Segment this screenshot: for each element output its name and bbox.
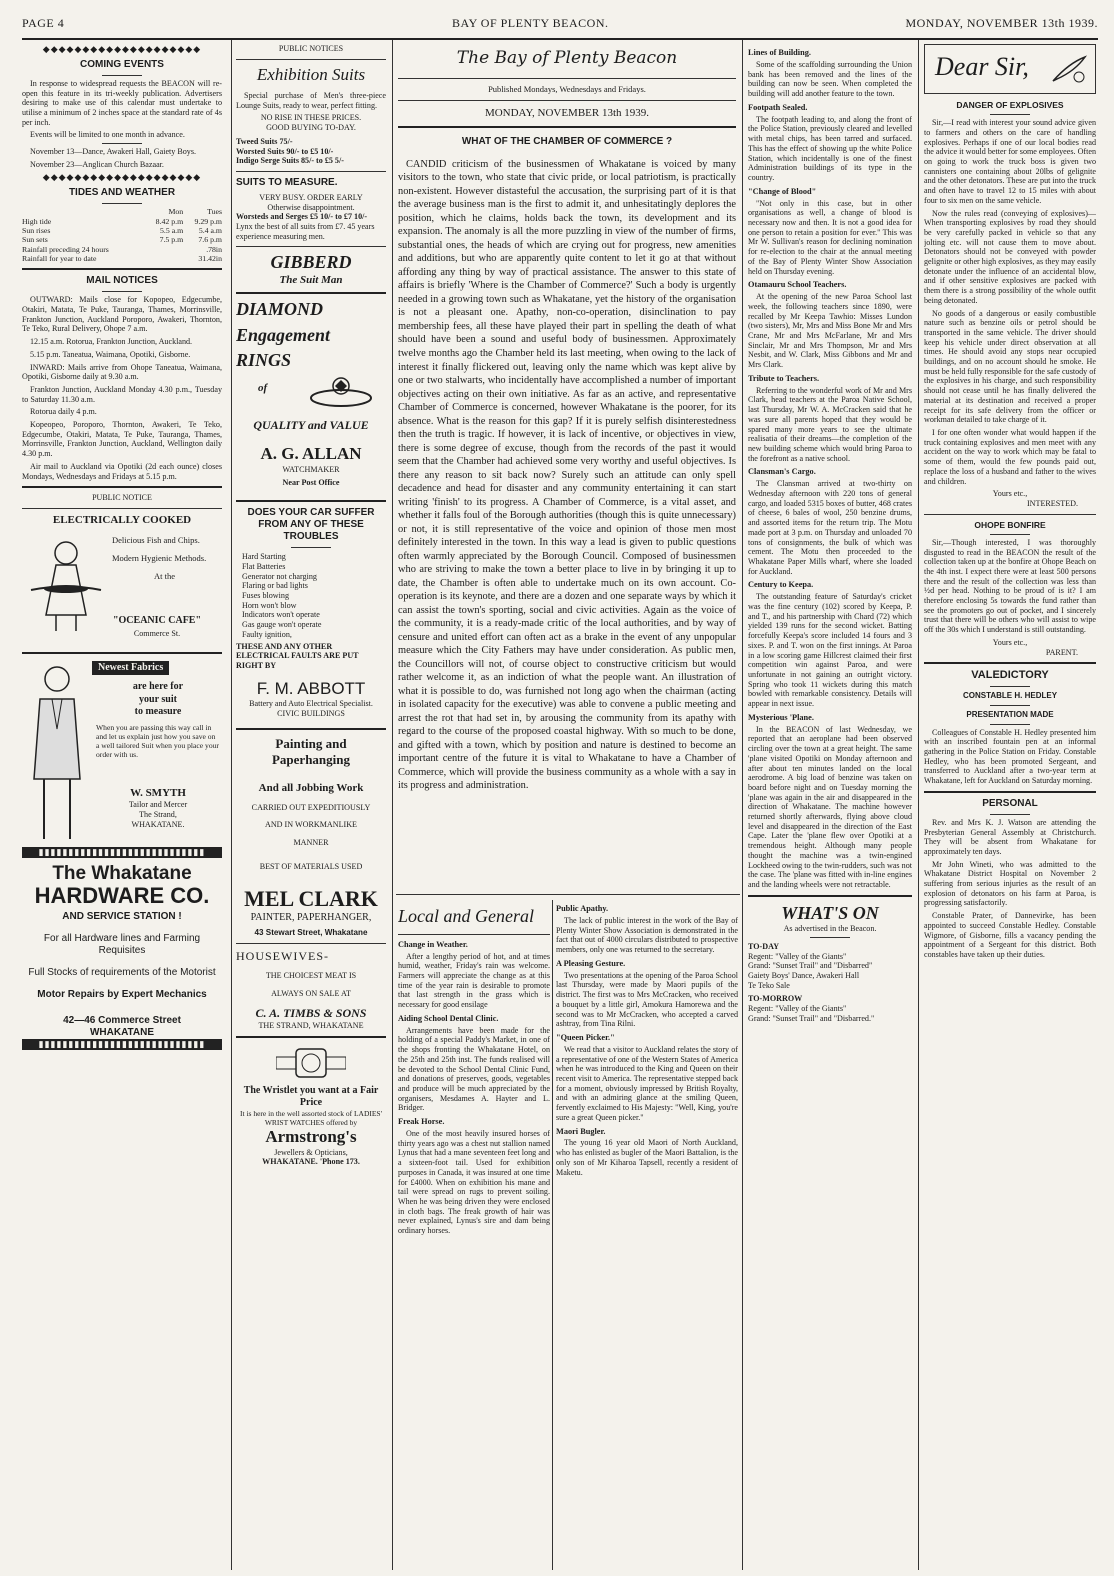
measure-title: SUITS TO MEASURE.: [236, 176, 338, 188]
mail-inward: INWARD: Mails arrive from Ohope Taneatua, Waimana, Opotiki, Gisborne daily at 9.30 a.m.: [22, 362, 222, 382]
letter-sign: Yours etc.,: [992, 489, 1028, 499]
article-body: At the opening of the new Paroa School last week, the following teachers since 1890, were recalled by Mr Keepa Tawhio: Misses Lundon (two sisters), Mr, Mrs and Miss Bone Mr and Mrs Crane, Mr and Mrs McFarlane, Mr and Mrs Sinclair, Mr and Mrs Thompson, Mr and Mrs Nesbit, and W. Clark, Miss Gibbons and Mr and Mrs Clark.: [748, 292, 912, 370]
divider: [398, 934, 550, 935]
allan-name: A. G. ALLAN: [260, 444, 362, 464]
divider: [924, 791, 1096, 793]
cafe-line: At the: [153, 571, 175, 582]
watch-headline: The Wristlet you want at a Fair Price: [243, 1085, 379, 1109]
listing: Grand: "Sunset Trail" and "Disbarred": [748, 961, 873, 971]
tides-table: Mon Tues High tide 8.42 p.m 9.29 p.m Sun rises 5.5 a.m 5.4 a.m Sun sets 7.5 p.m 7.6 p.m Rainfall preceding 24 hours .78in Rainfall for year to date 31.42in: [22, 207, 222, 263]
column-rule: [552, 900, 553, 1570]
letter-heading: OHOPE BONFIRE: [974, 519, 1046, 530]
tomorrow-label: TO-MORROW: [748, 994, 803, 1004]
ring-icon: [306, 372, 376, 412]
dear-sir-text: Dear Sir,: [935, 52, 1029, 81]
cafe-address: Commerce St.: [133, 629, 181, 639]
letter-body: No goods of a dangerous or easily combustible nature such as benzine oils or petrol should be transported in the same vehicle. The driver should keep his vehicle under direct observation at all times. He should avoid any stops near occupied buildings, and on no account should he smoke. He must be held fully responsible for the safe custody of the explosives in his charge, and such responsibility should not cease until he has finally delivered the material at its destination and received a proper receipt for its safe delivery from the officer or workman detailed to take charge of it.: [924, 308, 1096, 425]
header-date: MONDAY, NOVEMBER 13th 1939.: [905, 16, 1098, 30]
tides-title: TIDES AND WEATHER: [68, 187, 176, 199]
editorial-body: CANDID criticism of the businessmen of Whakatane is voiced by many visitors to the town, who state that civic pride, or local patriotism, is practically non-existent. However distasteful the accusation, the surprising part of it is that the average business man is the first to admit it, and unhesitatingly deplores the position, which he claims, holds back the town, its development and its expansion. The anomaly is all the more puzzling in view of the number of firms, substantial ones, the heads of which are crying out for progress, new amenities and additions, but who are apparently quite content to let it go at that without affording any thing by way of practical assistance. The answer to this state of affairs is briefly 'Where is the Chamber of Commerce?' Such a body is urgently needed in a growing town such as Whakatane, yet the history of the organisation is not a pleasant one. Apathy, non-co-operation, disinclination to pay membership fees, all these have played their part in spelling the death of what should have been a sound and useful body of businessmen. Approximately twelve months ago the Chamber held its last meeting, when owing to the lack of interest it finally flickered out, leaving only the name which was kept alive by one or two stalwarts, who incidentally have accomplished a number of important objectives acting on their own initiative. As far as an active, and representative Chamber of Commerce is concerned, however Whakatane is the poorer, for its absence. What is the reason for this gap? If it is purely selfish disinterestedness then the truth is tragic. If however, it is lack of incentive, or objectives in view, there is some degree of excuse, though from the records of the past it would seem that the Chamber had achieved some very worthy and useful objectives. Is there any reason to sit back now? Surely such an attitude can only spell decadence and head for disaster and any community entertaining it can start writing 'finish' to its progress. A Chamber of Commerce, is a vital asset, and whether it falls foul of the Borough authorities (though this is quite unnecessary) or not, it is still representative of the voice and opinion of those men most definitely interested in the town. In this way a lead is given to public questions often warmly appreciated by the Borough Council. Composed of businessmen who are striving to make the town a better place to live in by bringing it up to date, the Chamber is often able to undertake much on its own account. Co-operation is its keynote, and there are a dozen and one separate ways by which it can assist the town's sporting, social and civic activities. Again as the voice of the community, it is a ready-made critic of the local authorities, and by way of censure and united effort can often act as a brake in the event of any unpopular measure which the City Fathers may have under consideration. As public men, the Councillors will not, of course object to constructive criticism but would rather welcome it, as an indiction of what the people want. An illustration of what it is possible to do, was furnished not long ago when the chairman (acting in isolated capacity for the executive) was able to convene a public meeting and arrest the rot that had set in, by arousing the community from its apathy with regard to the course of the proposed coastal highway. With so much to be done, and gifted with a town, which by position and nature is destined to become an important centre of the future it is vital to Whakatane to have a Chamber of Commerce, which will provide the business community as a whole with a say in its progress and administration.: [398, 158, 736, 792]
column-4: [748, 44, 912, 1570]
article-heading: Lines of Building.: [748, 48, 811, 57]
column-rule: [918, 40, 919, 1570]
article-body: Some of the scaffolding surrounding the Union bank has been removed and the lines of the building can now be seen. When completed the building will add another feature to the town.: [748, 59, 912, 99]
quality-line: QUALITY and VALUE: [253, 417, 369, 432]
letter-sign: Yours etc.,: [992, 637, 1028, 647]
mail-line: Kopeopeo, Poroporo, Thornton, Awakeri, Te Teko, Edgecumbe, Otakiri, Matata, Te Puke, Tauranga, Thames, Morrinsville, Frankton Junction, Auckland, Wellington daily 4.30 p.m.: [22, 420, 222, 459]
article-body: Rev. and Mrs K. J. Watson are attending the Presbyterian General Assembly at Christchurch. They will be absent from Whakatane for approximately ten days.: [924, 817, 1096, 856]
coming-events-title: COMING EVENTS: [80, 58, 164, 70]
wristwatch-icon: [276, 1043, 346, 1083]
column-2: [236, 44, 386, 1570]
article-heading: Footpath Sealed.: [748, 102, 808, 112]
article-body: Mr John Wineti, who was admitted to the Whakatane District Hospital on November 2 suffering from serious injuries as the result of an explosion of detonators on his farm at Paroa, is progressing satisfactorily.: [924, 859, 1096, 908]
letter-signature: PARENT.: [1045, 647, 1078, 657]
mail-line: Frankton Junction, Auckland Monday 4.30 p.m., Tuesday to Saturday 11.30 a.m.: [22, 384, 222, 404]
mail-notices-title: MAIL NOTICES: [86, 275, 158, 287]
local-general-right: [556, 900, 738, 1570]
article-heading: A Pleasing Gesture.: [556, 958, 626, 968]
measure-line: Lynx the best of all suits from £7. 45 years experience measuring men.: [236, 222, 375, 241]
divider: [102, 203, 142, 204]
allan-line: Near Post Office: [282, 478, 340, 488]
quill-icon: [1049, 53, 1089, 85]
divider: [990, 724, 1030, 725]
article-body: The footpath leading to, and along the front of the Police Station, previously cleared and levelled with metal chips, has been tarred and surfaced. This has the effect of showing up the white Police Station, which incidentally is one of the finest Administration buildings of its type in the country.: [748, 114, 912, 182]
article-body: After a lengthy period of hot, and at times humid, weather, Friday's rain was welcome. Farmers will appreciate the change as at this time of the year rain is desirable to promote that last strength in the grass which is necessary for good ensilage: [398, 951, 550, 1010]
listing: Te Teko Sale: [748, 980, 790, 990]
measure-line: Worsteds and Serges £5 10/- to £7 10/-: [236, 212, 368, 222]
article-heading: Mysterious 'Plane.: [748, 712, 814, 722]
mail-line: Rotorua daily 4 p.m.: [30, 407, 97, 417]
car-headline: DOES YOUR CAR SUFFER FROM ANY OF THESE TROUBLES: [247, 507, 375, 543]
article-body: "Not only in this case, but in other organisations as well, a change of blood is necessary now and then. It is not a good idea for one person to retain a position for ever." This was Mr W. Sullivan's reason for declining nomination for re-election to the chair at the annual meeting of the Bay of Plenty Winter Show Association held on Thursday evening.: [748, 198, 912, 276]
column-5: [924, 44, 1096, 1570]
paint-line: And all Jobbing Work: [258, 781, 364, 794]
hardware-name-2: HARDWARE CO.: [34, 882, 210, 908]
ornament-rule: ◆◆◆◆◆◆◆◆◆◆◆◆◆◆◆◆◆◆◆◆: [42, 44, 202, 54]
divider: [236, 246, 386, 247]
ornament-rule: ▮▮▮▮▮▮▮▮▮▮▮▮▮▮▮▮▮▮▮▮▮▮▮▮▮▮▮▮: [22, 847, 222, 858]
divider: [990, 114, 1030, 115]
hardware-line: Full Stocks of requirements of the Motorist: [28, 966, 216, 978]
gibberd-sub: The Suit Man: [279, 274, 343, 287]
masthead-sub: Published Mondays, Wednesdays and Fridays.: [488, 84, 646, 95]
mail-line: 12.15 a.m. Rotorua, Frankton Junction, Auckland.: [30, 337, 193, 347]
whats-on-sub: As advertised in the Beacon.: [783, 924, 877, 934]
article-body: Arrangements have been made for the holding of a special Paddy's Market, in one of the shops fronting the Whakatane Hotel, on the 25th and 25th inst. The funds realised will be devoted to the School Dental Clinic Fund, and donations of preserves, goods, vegetables and produce will be much appreciated by the organisers, Mesdames A. Hayter and L. Bridger.: [398, 1025, 550, 1113]
paint-headline: Painting and Paperhanging: [271, 736, 350, 767]
watch-line: It is here in the well assorted stock of LADIES' WRIST WATCHES offered by: [240, 1109, 382, 1128]
valedictory-sub: CONSTABLE H. HEDLEY: [962, 691, 1058, 701]
mel-line: PAINTER, PAPERHANGER,: [250, 911, 372, 923]
divider: [236, 171, 386, 172]
housewives-headline: HOUSEWIVES-: [236, 948, 329, 963]
list-item: Indicators won't operate: [242, 610, 320, 620]
fabrics-banner: Newest Fabrics: [92, 661, 169, 675]
divider: [398, 126, 736, 128]
paint-line: BEST OF MATERIALS USED: [259, 861, 363, 871]
list-item: Gas gauge won't operate: [242, 620, 322, 630]
divider: [236, 500, 386, 502]
divider: [990, 814, 1030, 815]
list-item: Hard Starting: [242, 552, 286, 562]
divider: [924, 662, 1096, 664]
page-header: [22, 14, 1098, 40]
valedictory-sub: PRESENTATION MADE: [966, 710, 1054, 720]
editorial-column: [398, 44, 736, 894]
article-heading: Century to Keepa.: [748, 580, 814, 590]
suits-line: GOOD BUYING TO-DAY.: [266, 123, 356, 133]
page-number: PAGE 4: [22, 16, 65, 30]
meat-line: THE CHOICEST MEAT IS: [265, 971, 357, 981]
suits-line: NO RISE IN THESE PRICES.: [260, 113, 362, 123]
list-item: Flat Batteries: [242, 561, 286, 571]
diamond-headline: DIAMOND: [236, 299, 324, 320]
mail-outward: OUTWARD: Mails close for Kopopeo, Edgecumbe, Otakiri, Matata, Te Puke, Tauranga, Thames, Morrinsville, Frankton Junction, Auckland Poroporo, Awakeri, Thornton, Te Teko, Rural Delivery, Ohope 7 a.m.: [22, 295, 222, 334]
event-item: November 23—Anglican Church Bazaar.: [30, 159, 164, 169]
divider: [236, 728, 386, 730]
suits-text: Special purchase of Men's three-piece Lounge Suits, ready to wear, perfect fitting.: [236, 90, 386, 110]
hardware-address: 42—46 Commerce Street: [63, 1014, 181, 1026]
article-body: The young 16 year old Maori of North Auckland, who has enlisted as bugler of the Maori Battalion, is the only son of Mr Kiharoa Tapsell, recently a resident of Maketu.: [556, 1138, 738, 1177]
divider: [990, 534, 1030, 535]
car-troubles-list: [236, 552, 386, 639]
cafe-ad: [22, 527, 222, 647]
article-heading: Maori Bugler.: [556, 1126, 606, 1136]
article-body: One of the most heavily insured horses of thirty years ago was a chest nut stallion named Lynus that had a mane seventeen feet long and a sixteen-foot tail. Used for exhibition purposes in Canada, it was insured at one time for £4000. When on exhibition his mane and tail were spread on rugs to prevent soiling. When he was being driven they were enclosed in cloth bags. The freak growth of hair was never explained, Lynus's sire and dam being ordinary horses.: [398, 1129, 550, 1236]
gibberd-name: GIBBERD: [270, 252, 352, 273]
local-general-title: Local and General: [398, 906, 534, 926]
abbott-name: F. M. ABBOTT: [256, 678, 366, 698]
measure-line: Otherwise disappointment.: [267, 202, 355, 212]
article-body: We read that a visitor to Auckland relates the story of a representative of one of the Western States of America when he was introduced to the King and Queen on their recent visit to America. The representative stepped back for a moment, obviously impressed by British Royalty, and with an admiring glance at the smiling Queen, fervently exclaimed to His Majesty: "Well, King, you're sure a great Queen picker.": [556, 1044, 738, 1122]
suits-title: Exhibition Suits: [256, 64, 366, 84]
divider: [810, 937, 850, 938]
hardware-town: WHAKATANE: [89, 1026, 155, 1038]
mail-line: 5.15 p.m. Taneatua, Waimana, Opotiki, Gisborne.: [30, 349, 191, 359]
fabrics-body: When you are passing this way call in and let us explain just how you save on a well tailored Suit when you place your order with us.: [96, 723, 219, 760]
cafe-headline: ELECTRICALLY COOKED: [52, 513, 192, 526]
divider: [990, 705, 1030, 706]
divider: [236, 943, 386, 944]
paper-name: BAY OF PLENTY BEACON.: [452, 16, 609, 30]
today-label: TO-DAY: [748, 941, 780, 951]
personal-heading: PERSONAL: [982, 797, 1038, 809]
divider: [291, 547, 331, 548]
smyth-line: WHAKATANE.: [131, 819, 185, 829]
price-line: Indigo Serge Suits 85/- to £5 5/-: [236, 156, 344, 166]
letter-body: Sir,—I read with interest your sound advice given to farmers and others on the care of handling explosives. Perhaps if one of our local bodies read the advice it would better for some employees. Often on going to work the truck boss is given two cannisters one containing about 20lbs of gelignite and the other detonators. These are put into the truck and often have to travel 12 to 15 miles with about four to six men on the same vehicle.: [924, 118, 1096, 205]
ring-graphic: [236, 372, 386, 412]
article-body: Two presentations at the opening of the Paroa School last Thursday, were made by Maori pupils of the district. The first was to Mrs McCracken, who received a bouquet by a little girl, Amokura Hamorewa and the second was to Mr McCracken, who accepted a carved ashtray, from Tina Rilni.: [556, 970, 738, 1029]
divider: [22, 508, 222, 509]
hardware-line: Motor Repairs by Expert Mechanics: [37, 988, 207, 1000]
fabrics-line: to measure: [134, 706, 182, 718]
masthead-title: The Bay of Plenty Beacon: [456, 48, 678, 68]
article-body: The Clansman arrived at two-thirty on Wednesday afternoon with 220 tons of general cargo, and loaded 5315 boxes of butter, 468 crates of cheese, 6 bales of wool, 250 benzine drums, and assorted items for the return trip. The Motu made port at 3 p.m. on Thursday and unloaded 70 tons of consignments, the bulk of which was cement. The Motu then proceeded to the Whakatane Paper Mills wharf, where she loaded for Auckland.: [748, 479, 912, 576]
divider: [924, 514, 1096, 515]
dear-sir-banner: [924, 44, 1096, 94]
article-heading: Public Apathy.: [556, 904, 609, 913]
of-word: of: [258, 381, 268, 394]
table-row: Rainfall preceding 24 hours .78in: [22, 244, 222, 254]
table-row: Sun sets 7.5 p.m 7.6 p.m: [22, 235, 222, 245]
divider: [990, 686, 1030, 687]
column-rule: [231, 40, 232, 1570]
editorial-headline: WHAT OF THE CHAMBER OF COMMERCE ?: [461, 135, 673, 147]
cafe-line: Delicious Fish and Chips.: [112, 535, 200, 546]
masthead-date: MONDAY, NOVEMBER 13th 1939.: [484, 106, 650, 119]
measure-line: VERY BUSY. ORDER EARLY: [259, 192, 363, 202]
ornament-rule: ▮▮▮▮▮▮▮▮▮▮▮▮▮▮▮▮▮▮▮▮▮▮▮▮▮▮▮▮: [22, 1039, 222, 1050]
list-item: Horn won't blow: [242, 600, 297, 610]
valedictory-heading: VALEDICTORY: [971, 669, 1049, 682]
letter-body: Sir,—Though interested, I was thoroughly disgusted to read in the BEACON the result of the collection taken up at the bonfire at Ohope Beach on the 4th inst. I expect there were at least 500 persons there and the result of the collection was less than ½d per head. Nothing to be proud of is it? I am therefore enclosing 5s towards the fund rather than see the promoters go out of pocket, and I sincerely trust that there will be others who will assist to wipe off the 30s which I understand is still outstanding.: [924, 537, 1096, 635]
paint-line: MANNER: [293, 838, 329, 848]
timbs-name: C. A. TIMBS & SONS: [255, 1006, 367, 1021]
smyth-line: Tailor and Mercer: [128, 800, 188, 810]
armstrongs-name: Armstrong's: [265, 1127, 357, 1147]
listing: Gaiety Boys' Dance, Awakeri Hall: [748, 971, 860, 981]
column-rule: [392, 40, 393, 1570]
article-heading: Change in Weather.: [398, 939, 468, 949]
fabrics-line: your suit: [139, 693, 177, 705]
allan-line: WATCHMAKER: [282, 464, 340, 474]
ornament-rule: ◆◆◆◆◆◆◆◆◆◆◆◆◆◆◆◆◆◆◆◆: [42, 172, 202, 183]
fabrics-line: are here for: [132, 681, 184, 693]
list-item: Faulty ignition,: [242, 629, 292, 639]
divider: [398, 100, 736, 101]
smyth-name: W. SMYTH: [130, 787, 186, 800]
list-item: Flaring or bad lights: [242, 581, 308, 591]
table-row: Rainfall for year to date 31.42in: [22, 253, 222, 263]
table-row: High tide 8.42 p.m 9.29 p.m: [22, 216, 222, 226]
mel-line: 43 Stewart Street, Whakatane: [254, 927, 368, 937]
article-heading: "Change of Blood": [748, 186, 817, 196]
abbott-line: Battery and Auto Electrical Specialist.: [249, 699, 373, 708]
public-notices-label: PUBLIC NOTICES: [278, 44, 344, 53]
article-heading: Otamauru School Teachers.: [748, 280, 847, 290]
hardware-name-1: The Whakatane: [52, 862, 192, 884]
article-body: Constable Prater, of Dannevirke, has been appointed to succeed Constable Hedley. Constable Wigmore, of Gisborne, fills a vacancy pending the appointment of a Sergeant for this district. Both constables have taken up their duties.: [924, 911, 1096, 959]
article-body: Referring to the wonderful work of Mr and Mrs Clark, head teachers at the Paroa Native School, last Thursday, Mr W. A. McCracken said that he was sure all parents hoped that they would be spared many more years to see the ultimate realisatia of their dreams—the completion of the new building scheme which would bring Paroa to the forefront as a native school.: [748, 385, 912, 463]
cafe-line: Modern Hygienic Methods.: [112, 553, 207, 564]
divider: [22, 652, 222, 654]
coming-events-intro: In response to widespread requests the BEACON will re-open this feature in its tri-weekly publication. Advertisers desiring to make use of this calendar must undertake to utilise a minimum of 2 inches space at the standard rate of 4s per inch.: [22, 78, 222, 127]
article-body: In the BEACON of last Wednesday, we reported that an aeroplane had been observed circling over the town at a great height. The same 'plane visited Opotiki on Monday afternoon and after about ten minutes landed on the local aerodrome. A big load of benzine was taken on board before night and on Tuesday morning the 'plane was again in the air and disappeared in the direction of Whakatane. The machine however returned shortly afterwards, flying above cloud level and disappeared in the direction of the East Cape. Later the 'plane flew over Opotiki at a tremendous height. Although many people thought the machine was a twin-engined Lockheed owing to the twin-rudders, such was not the case. The 'plane was fitted with in-line engines and the landing wheels were not retractable.: [748, 724, 912, 889]
hardware-service: AND SERVICE STATION !: [62, 910, 182, 922]
divider: [398, 78, 736, 79]
price-line: Worsted Suits 90/- to £5 10/-: [236, 146, 334, 156]
divider: [396, 894, 740, 895]
list-item: Generator not charging: [242, 571, 317, 581]
divider: [102, 75, 142, 76]
paint-line: CARRIED OUT EXPEDITIOUSLY: [251, 802, 371, 812]
smyth-line: The Strand,: [139, 809, 177, 819]
meat-line: ALWAYS ON SALE AT: [271, 988, 351, 998]
letter-body: I for one often wonder what would happen if the truck containing explosives and men meet with any accident on the way to work which may be fatal to some of them, would the few pounds paid out, replace the loss of a husband and father to the wives and children.: [924, 427, 1096, 486]
mel-clark-name: MEL CLARK: [244, 885, 378, 911]
column-rule: [742, 40, 743, 1570]
whats-on-title: WHAT'S ON: [781, 902, 879, 923]
listing: Regent: "Valley of the Giants": [748, 1004, 847, 1014]
abbott-line: CIVIC BUILDINGS: [277, 708, 345, 718]
article-heading: Freak Horse.: [398, 1117, 445, 1127]
article-heading: Aiding School Dental Clinic.: [398, 1013, 499, 1023]
car-tail: THESE AND ANY OTHER ELECTRICAL FAULTS ARE PUT RIGHT BY: [236, 641, 359, 670]
article-body: The outstanding feature of Saturday's cricket was the fine century (102) scored by Keepa, P. and T., and his partnership with Chard (72) which yielded 139 runs for the second wicket. Batting forcefully Keepa's score included 14 fours and 3 sixes. P. and T. won on the first innings. At Paroa in a low scoring game Hillcrest claimed their first competition win against Paroa, and were unfortunate in not gaining an outright victory. Spring who took 11 wickets during this match bowled with remarkable consistency. Details will appear in next issue.: [748, 592, 912, 709]
article-heading: Clansman's Cargo.: [748, 467, 816, 477]
hardware-line: For all Hardware lines and Farming Requisites: [43, 932, 201, 956]
list-item: Fuses blowing: [242, 590, 289, 600]
letter-body: Now the rules read (conveying of explosives)—When transporting explosives by road they should be very carefully packed in vehicle so that any jolting etc. will not cause them to move about. Detonators should not be conveyed with powder gelignite or other high explosives, as they may easily detonate under the influence of an accidental blow, and if other sensitive explosives are packed with them there is a strong possibility of the whole outfit being detonated.: [924, 208, 1096, 305]
article-body: The lack of public interest in the work of the Bay of Plenty Winter Show Association is demonstrated in the fact that out of 4000 circulars distributed to prospective members, only one was returned to the secretary.: [556, 915, 738, 955]
divider: [236, 59, 386, 60]
article-heading: Tribute to Teachers.: [748, 373, 820, 383]
event-item: November 13—Dance, Awakeri Hall, Gaiety Boys.: [30, 147, 197, 157]
arm-line: WHAKATANE. 'Phone 173.: [262, 1157, 360, 1167]
public-notice-label: PUBLIC NOTICE: [92, 493, 152, 503]
listing: Regent: "Valley of the Giants": [748, 951, 847, 961]
arm-line: Jewellers & Opticians,: [274, 1147, 348, 1157]
table-row: Sun rises 5.5 a.m 5.4 a.m: [22, 225, 222, 235]
wristwatch-ad: [236, 1043, 386, 1168]
divider: [748, 895, 912, 897]
price-line: Tweed Suits 75/-: [236, 136, 293, 146]
article-body: Colleagues of Constable H. Hedley presented him with an inscribed fountain pen at an informal gathering in the Police Station on Friday. Constable Hedley, who has been promoted Sergeant, and transferred to Auckland after a two-year term at Whakatane, left for Auckland on Saturday morning.: [924, 727, 1096, 786]
article-heading: "Queen Picker.": [556, 1032, 615, 1042]
divider: [102, 291, 142, 292]
column-1: [22, 44, 222, 1570]
divider: [22, 486, 222, 488]
listing: Grand: "Sunset Trail" and "Disbarred.": [748, 1013, 875, 1023]
divider: [236, 292, 386, 294]
timbs-line: THE STRAND, WHAKATANE: [258, 1020, 364, 1030]
smyth-ad: [22, 659, 222, 847]
suited-man-illustration: [22, 659, 92, 847]
divider: [236, 1036, 386, 1038]
mail-line: Air mail to Auckland via Opotiki (2d each ounce) closes Mondays, Wednesdays and Fridays at 5.15 p.m.: [22, 461, 222, 481]
paint-line: AND IN WORKMANLIKE: [264, 820, 358, 830]
cafe-name: "OCEANIC CAFE": [112, 615, 202, 627]
divider: [22, 268, 222, 270]
engagement-headline: Engagement: [236, 324, 331, 345]
rings-headline: RINGS: [236, 350, 292, 371]
local-general-left: [398, 900, 550, 1570]
letter-signature: INTERESTED.: [1026, 498, 1078, 508]
coming-events-note: Events will be limited to one month in advance.: [30, 130, 185, 140]
letter-heading: DANGER OF EXPLOSIVES: [956, 100, 1064, 110]
divider: [102, 143, 142, 144]
